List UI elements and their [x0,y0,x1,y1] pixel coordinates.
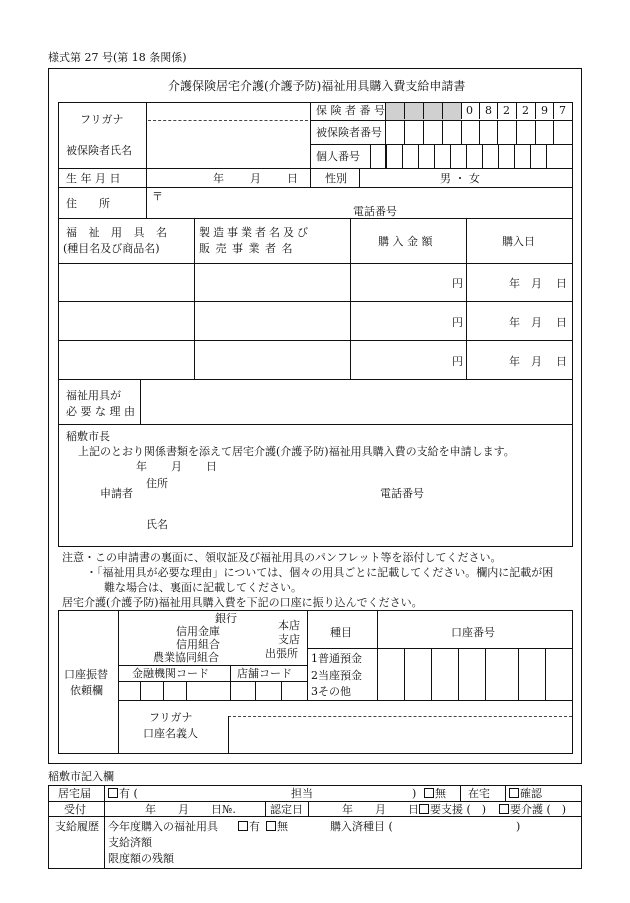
day-label: 日 [556,277,567,290]
inst-type: 信用組合 [176,638,220,651]
item-row[interactable] [60,303,572,339]
insured-name-label: 被保険者氏名 [66,144,132,157]
month-label: 月 [531,277,542,290]
applicant-address-label: 住所 [146,477,168,490]
insurer-digit: 8 [485,104,492,117]
checkbox-icon [499,804,509,814]
close-paren: ) [516,820,521,833]
cert-date: 年 月 日 [342,803,419,816]
home-notice-yes[interactable]: 有 ( [108,788,138,799]
insurer-number-label: 保 険 者 番 号 [316,104,385,117]
applicant-label: 申請者 [100,487,133,500]
birth-date-label: 生 年 月 日 [66,172,121,185]
holder-name-label: 口座名義人 [143,727,198,740]
yen-label: 円 [452,316,463,329]
year-label: 年 [509,316,520,329]
item-row[interactable] [60,342,572,378]
branch-type: 本店 [278,619,300,632]
close-paren: ) [412,787,417,800]
addressee: 稲敷市長 [66,430,110,443]
remaining-limit-label: 限度額の残額 [108,852,174,865]
furigana-label: フリガナ [80,113,124,126]
personal-number-label: 個人番号 [316,150,360,163]
account-type-option[interactable]: 3その他 [311,685,351,698]
reception-date: 年 月 日№. [145,803,236,816]
phone-label: 電話番号 [353,205,397,218]
note-line: ・「福祉用具が必要な理由」については、個々の用具ごとに記載してください。欄内に記載が困 [86,566,554,579]
purchased-items-label: 購入済種目 ( [330,820,393,833]
seller-header: 販 売 事 業 者 名 [199,242,294,255]
city-row-label: 居宅届 [58,787,91,800]
holder-furigana-label: フリガナ [149,711,193,724]
postal-mark: 〒 [152,190,163,203]
insured-number-label: 被保険者番号 [316,126,382,139]
day-label: 日 [556,316,567,329]
branch-code-label: 店舗コード [237,667,292,680]
insurer-digit: 2 [522,104,529,117]
birth-month-label: 月 [250,172,261,185]
cert-date-label: 認定日 [270,803,303,816]
account-type-option[interactable]: 2当座預金 [311,669,362,682]
account-holder-field[interactable] [230,702,572,752]
applicant-name-label: 氏名 [146,518,168,531]
city-row-label: 支給履歴 [55,820,99,833]
confirm-check[interactable]: 確認 [509,788,542,799]
insurer-digit: 9 [541,104,548,117]
birth-year-label: 年 [213,172,224,185]
inst-type: 信用金庫 [176,625,220,638]
amount-header: 購 入 金 額 [378,235,433,248]
checkbox-icon [419,804,429,814]
insurer-digit: 2 [503,104,510,117]
branch-type: 出張所 [265,647,298,660]
paid-amount-label: 支給済額 [108,836,152,849]
account-number-label: 口座番号 [451,626,495,639]
yen-label: 円 [452,277,463,290]
at-home-label: 在宅 [468,787,490,800]
form-number: 様式第 27 号(第 18 条関係) [48,51,187,64]
insurer-digit: 0 [466,104,473,117]
declaration-text: 上記のとおり関係書類を添えて居宅介護(介護予防)福祉用具購入費の支給を申請します。 [78,445,515,458]
item-name-header-sub: (種目名及び商品名) [63,242,160,255]
yen-label: 円 [452,355,463,368]
purchased-this-year-label: 今年度購入の福祉用具 [108,820,218,833]
note-line: 居宅介護(介護予防)福祉用具購入費を下記の口座に振り込んでください。 [62,596,423,609]
checkbox-icon [266,821,276,831]
day-label: 日 [556,355,567,368]
insurer-digit: 7 [559,104,566,117]
city-section-title: 稲敷市記入欄 [48,770,114,783]
care-check[interactable]: 要介護 ( ) [499,804,566,815]
checkbox-icon [108,788,118,798]
month-label: 月 [531,355,542,368]
address-label: 住 所 [66,197,110,210]
bank-section-label-sub: 依頼欄 [70,684,103,697]
item-row[interactable] [60,265,572,300]
note-line: 難な場合は、裏面に記載してください。 [104,581,302,594]
bank-section-label: 口座振替 [64,668,108,681]
sex-label: 性別 [325,172,347,185]
checkbox-icon [238,821,248,831]
branch-type: 支店 [278,633,300,646]
purchase-date-header: 購入日 [502,235,535,248]
birth-day-label: 日 [287,172,298,185]
sex-options[interactable]: 男 ・ 女 [440,172,480,185]
year-label: 年 [509,277,520,290]
account-type-option[interactable]: 1普通預金 [311,652,362,665]
year-label: 年 [509,355,520,368]
support-check[interactable]: 要支援 ( ) [419,804,486,815]
item-name-header: 福 祉 用 具 名 [66,226,171,239]
date-day: 日 [206,460,217,473]
insured-name-field[interactable] [148,123,308,167]
reason-label-sub: 必 要 な 理 由 [66,405,135,418]
home-notice-no[interactable]: 無 [424,788,446,799]
charge-label: 担当 [291,787,313,800]
applicant-phone-label: 電話番号 [380,487,424,500]
inst-type: 銀行 [215,612,237,625]
maker-header: 製造事業者名及び [199,226,311,239]
date-year: 年 [136,460,147,473]
note-line: 注意・この申請書の裏面に、領収証及び福祉用具のパンフレット等を添付してください。 [62,551,502,564]
month-label: 月 [531,316,542,329]
inst-code-label: 金融機関コード [132,667,209,680]
city-row-label: 受付 [64,803,86,816]
account-type-label: 種目 [330,626,352,639]
form-title: 介護保険居宅介護(介護予防)福祉用具購入費支給申請書 [168,79,466,93]
purchased-no[interactable]: 無 [266,821,288,832]
checkbox-icon [509,788,519,798]
date-month: 月 [171,460,182,473]
inst-type: 農業協同組合 [153,651,219,664]
reason-field[interactable] [142,381,572,423]
purchased-yes[interactable]: 有 [238,821,260,832]
checkbox-icon [424,788,434,798]
reason-label: 福祉用具が [66,389,121,402]
